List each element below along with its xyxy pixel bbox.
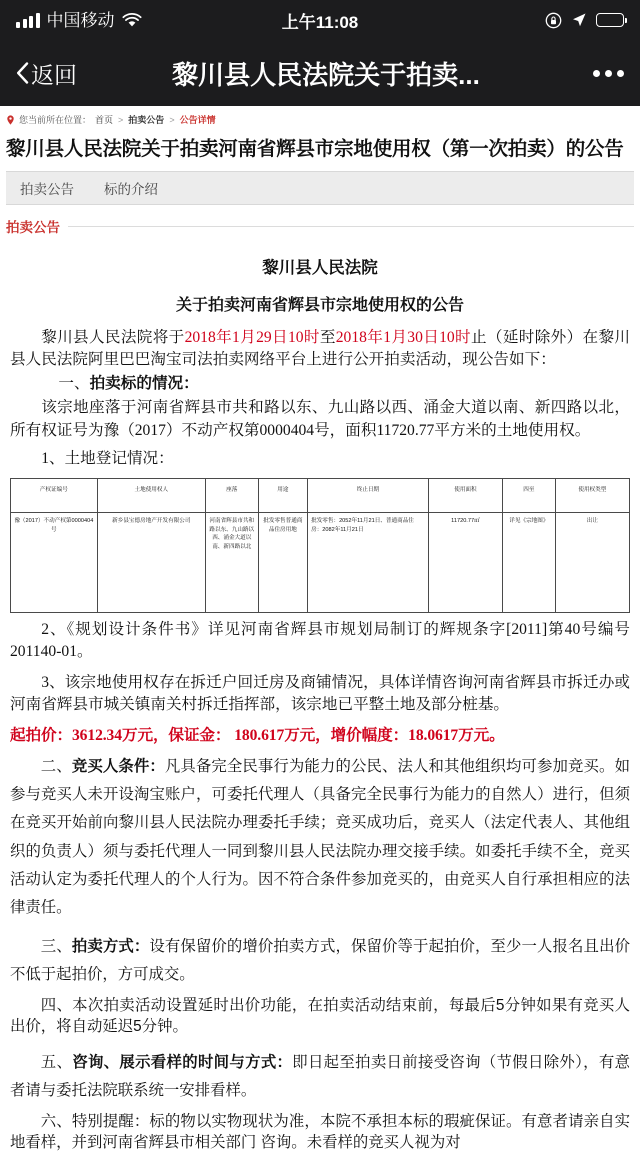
chevron-left-icon	[16, 62, 29, 84]
announcement-body	[0, 242, 640, 1153]
breadcrumb-item-home[interactable]: 首页	[95, 115, 114, 125]
sub-item-1: 1、土地登记情况：	[41, 449, 174, 467]
cell-area: 11720.77㎡	[428, 512, 502, 612]
auction-end-datetime: 2018年1月30日10时	[335, 329, 471, 346]
item-3-paragraph	[10, 933, 630, 989]
land-registration-table	[10, 478, 630, 613]
breadcrumb-separator: >	[118, 114, 124, 125]
document-title: 黎川县人民法院关于拍卖河南省辉县市宗地使用权（第一次拍卖）的公告	[6, 138, 624, 160]
item-4-paragraph: 四、本次拍卖活动设置延时出价功能，在拍卖活动结束前，每最后5分钟如果有竞买人出价，将自动延迟5分钟。	[10, 996, 630, 1035]
item-1-heading	[10, 373, 630, 395]
price-summary: 起拍价：3612.34万元，保证金： 180.617万元，增价幅度：18.0617万元。	[10, 727, 505, 745]
item-3-title: 拍卖方式：	[71, 937, 150, 955]
item-2-body: 凡具备完全民事行为能力的公民、法人和其他组织均可参加竞买。如参与竞买人未开设淘宝账户，可委托代理人（具备完全民事行为能力的自然人）进行，但须在竞买开始前向黎川县人民法院办理委托手续；竞买成功后，竞买人（法定代表人、其他组织的负责人）须与委托代理人一同到黎川县人民法院办理交接手续。如委托手续不全，竞买活动认定为委托代理人的个人行为。因不符合条件参加竞买的，由竞买人自行承担相应的法律责任。	[10, 758, 630, 916]
status-bar-left	[16, 12, 142, 29]
item-5-number: 五、	[40, 1053, 73, 1071]
intro-text-1: 黎川县人民法院将于	[41, 329, 185, 346]
intro-text-2: 止（延时除外）在黎川县人民法院阿里巴巴淘宝司法拍卖网络平台上进行公开拍卖活动，现公告如下：	[10, 329, 630, 369]
breadcrumb-position-label: 您当前所在位置：	[19, 115, 92, 125]
item-6-paragraph: 六、特别提醒：标的物以实物现状为准，本院不承担本标的瑕疵保证。有意者请亲自实地看样，并到河南省辉县市相关部门 咨询。未看样的竞买人视为对	[10, 1112, 630, 1151]
table-row	[11, 512, 630, 612]
table-header-row	[11, 478, 630, 512]
breadcrumb	[0, 106, 640, 131]
cell-location: 河南省辉县市共和路以东、九山路以西、涌金大道以南、新四路以北	[205, 512, 258, 612]
cell-end-date: 批发零售：2052年11月21日、普通商品住房：2082年11月21日	[308, 512, 429, 612]
item-5-body: 即日起至拍卖日前接受咨询（节假日除外），有意者请与委托法院联系统一安排看样。	[10, 1053, 630, 1099]
battery-icon	[596, 13, 624, 27]
table-header-boundary: 四至	[503, 478, 556, 512]
auction-start-datetime: 2018年1月29日10时	[184, 329, 320, 346]
cell-boundary: 详见《宗地图》	[503, 512, 556, 612]
location-pin-icon	[6, 115, 15, 125]
back-button[interactable]	[16, 57, 77, 90]
item-3-body: 设有保留价的增价拍卖方式，保留价等于起拍价，至少一人报名且出价不低于起拍价，方可成交。	[10, 937, 630, 983]
intro-paragraph	[10, 327, 630, 371]
sub-item-2: 2、《规划设计条件书》详见河南省辉县市规划局制订的辉规条字[2011]第40号编号201140-01。	[10, 620, 630, 660]
item-1-title: 拍卖标的情况：	[89, 375, 199, 393]
location-arrow-icon	[571, 12, 587, 28]
item-5-paragraph	[10, 1049, 630, 1105]
court-name-heading: 黎川县人民法院	[262, 259, 378, 277]
intro-text-mid: 至	[319, 329, 336, 346]
rotation-lock-icon	[545, 12, 562, 29]
item-2-title: 竞买人条件：	[71, 758, 165, 776]
table-header-usage: 用途	[258, 478, 308, 512]
more-options-button[interactable]	[593, 70, 624, 77]
item-5-title: 咨询、展示看样的时间与方式：	[72, 1053, 293, 1071]
breadcrumb-item-notice-detail: 公告详情	[179, 115, 216, 125]
table-header-end-date: 终止日期	[308, 478, 429, 512]
signal-icon	[16, 13, 40, 28]
item-1-body: 该宗地座落于河南省辉县市共和路以东、九山路以西、涌金大道以南、新四路以北，所有权证号为豫（2017）不动产权第0000404号，面积11720.77平方米的土地使用权。	[10, 399, 630, 439]
table-header-area: 使用面积	[428, 478, 502, 512]
back-label: 返回	[31, 61, 77, 88]
table-header-location: 座落	[205, 478, 258, 512]
announcement-subtitle: 关于拍卖河南省辉县市宗地使用权的公告	[175, 297, 464, 314]
status-bar	[0, 0, 640, 40]
status-bar-right	[545, 12, 624, 29]
carrier-label: 中国移动	[46, 10, 115, 30]
item-2-number: 二、	[40, 758, 72, 776]
tab-bar	[6, 171, 634, 205]
item-2-paragraph	[10, 753, 630, 921]
nav-bar	[0, 40, 640, 106]
sub-item-3: 3、该宗地使用权存在拆迁户回迁房及商铺情况，具体详情咨询河南省辉县市拆迁办或河南省辉县市城关镇南关村拆迁指挥部，该宗地已平整土地及部分桩基。	[10, 674, 630, 714]
item-1-number: 一、	[58, 375, 90, 393]
section-header	[0, 205, 640, 242]
table-header-right-type: 使用权类型	[555, 478, 629, 512]
section-label: 拍卖公告	[6, 220, 60, 235]
cell-cert-no: 豫（2017）不动产权第0000404号	[11, 512, 98, 612]
item-3-number: 三、	[40, 937, 72, 955]
breadcrumb-separator: >	[169, 114, 175, 125]
page-content	[0, 106, 640, 1153]
cell-usage: 批发零售普通商品住房用地	[258, 512, 308, 612]
tab-auction-notice[interactable]: 拍卖公告	[20, 182, 74, 197]
section-divider	[68, 226, 634, 227]
cell-right-type: 出让	[555, 512, 629, 612]
page-title: 黎川县人民法院关于拍卖...	[172, 59, 480, 90]
wifi-icon	[122, 13, 142, 28]
cell-holder: 新乡县宝德房地产开发有限公司	[97, 512, 205, 612]
table-header-cert-no: 产权证编号	[11, 478, 98, 512]
clock-label: 上午11:08	[281, 12, 359, 32]
table-header-holder: 土地使用权人	[97, 478, 205, 512]
tab-subject-introduction[interactable]: 标的介绍	[104, 182, 158, 197]
breadcrumb-item-auction-notice[interactable]: 拍卖公告	[128, 115, 165, 125]
